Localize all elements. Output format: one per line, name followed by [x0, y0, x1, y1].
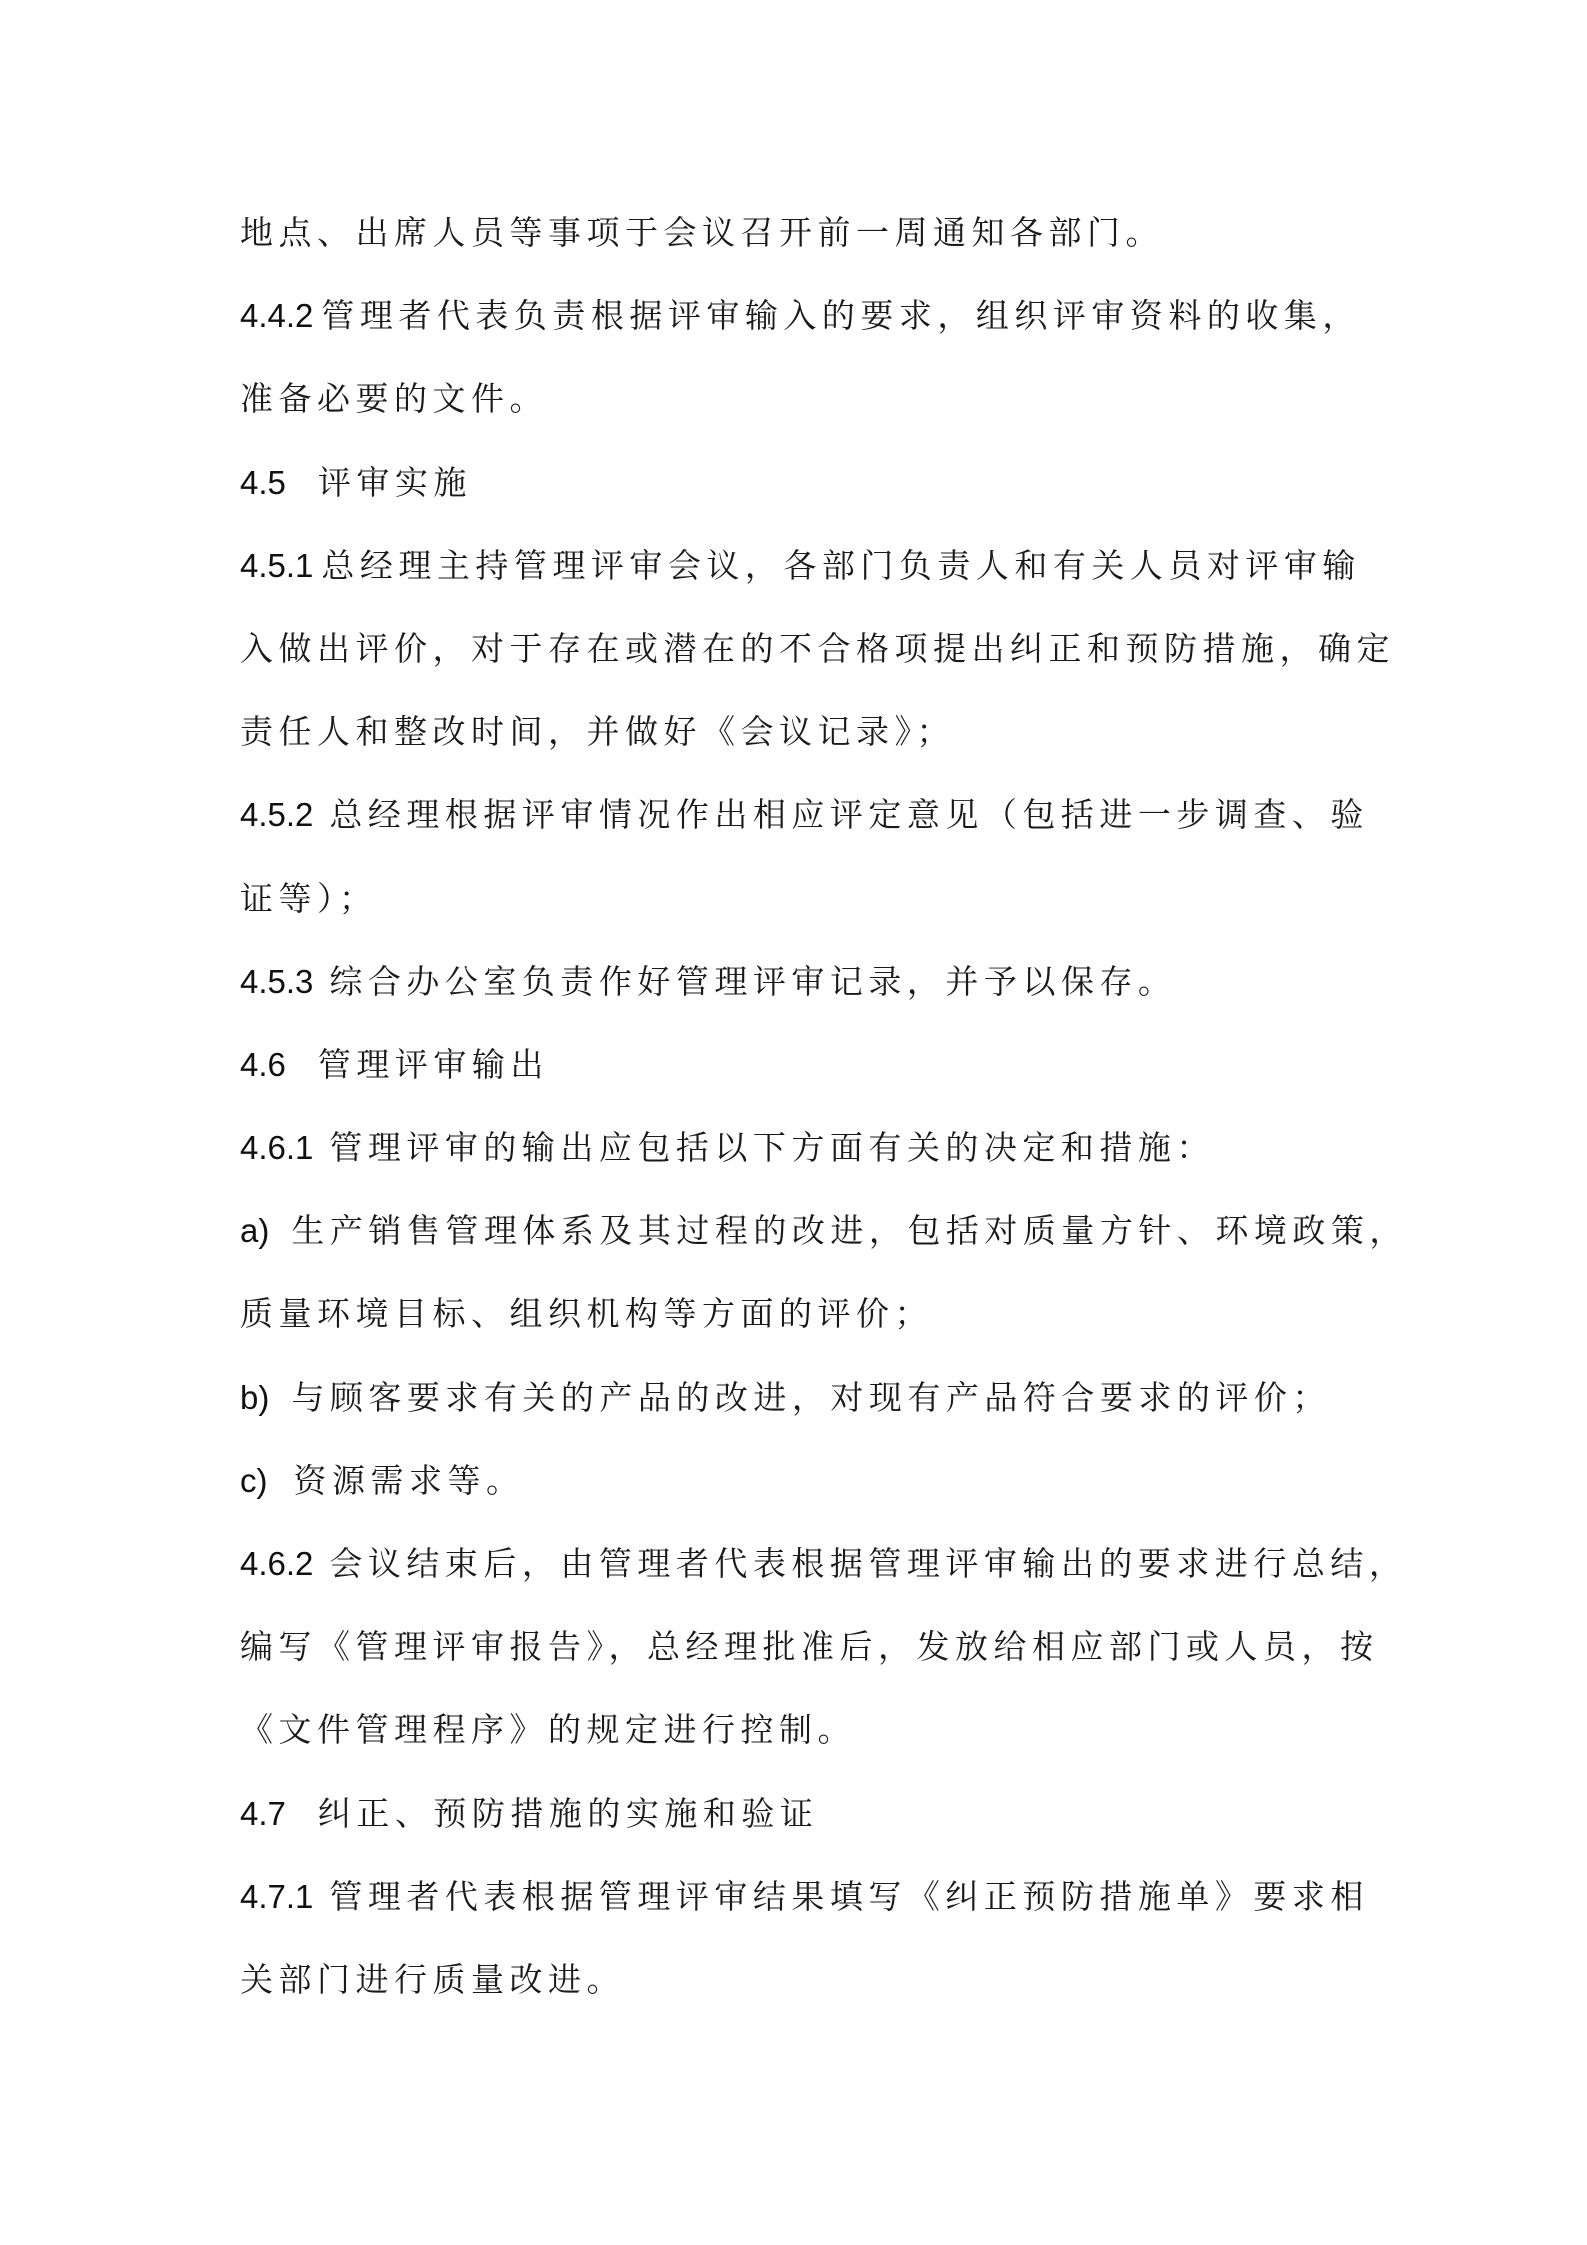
line-text: 总经理主持管理评审会议，各部门负责人和有关人员对评审输	[321, 545, 1361, 585]
section-heading-4-5	[240, 458, 1352, 541]
clause-4-4-2	[240, 291, 1361, 374]
text-line-7	[240, 707, 1352, 790]
line-text: 与顾客要求有关的产品的改进，对现有产品符合要求的评价；	[291, 1377, 1331, 1417]
clause-number: 4.5.1	[240, 546, 314, 584]
line-text: 管理评审的输出应包括以下方面有关的决定和措施：	[329, 1128, 1215, 1168]
line-text: 准备必要的文件。	[240, 379, 548, 419]
text-line-19	[240, 1705, 1352, 1788]
list-marker: b)	[240, 1378, 270, 1416]
clause-4-6-2	[240, 1539, 1408, 1622]
line-text: 生产销售管理体系及其过程的改进，包括对质量方针、环境政策，	[291, 1211, 1408, 1251]
section-title: 纠正、预防措施的实施和验证	[317, 1793, 819, 1833]
clause-4-5-1	[240, 541, 1361, 624]
clause-4-7-1	[240, 1872, 1369, 1955]
list-item-c	[240, 1456, 1352, 1539]
text-line-1	[240, 208, 1352, 291]
list-marker: a)	[240, 1212, 270, 1250]
line-text: 管理者代表负责根据评审输入的要求，组织评审资料的收集，	[321, 296, 1361, 336]
line-text: 总经理根据评审情况作出相应评定意见（包括进一步调查、验	[329, 795, 1369, 835]
line-text: 《文件管理程序》的规定进行控制。	[240, 1710, 856, 1750]
clause-4-6-1	[240, 1123, 1352, 1206]
line-text: 质量环境目标、组织机构等方面的评价；	[240, 1294, 933, 1334]
list-item-b	[240, 1373, 1352, 1456]
text-line-18	[240, 1622, 1379, 1705]
clause-4-5-3	[240, 957, 1352, 1040]
line-text: 资源需求等。	[293, 1460, 525, 1500]
line-text: 入做出评价，对于存在或潜在的不合格项提出纠正和预防措施，确定	[240, 628, 1395, 668]
text-line-22	[240, 1955, 1352, 2038]
line-text: 证等）；	[240, 878, 378, 918]
line-text: 编写《管理评审报告》，总经理批准后，发放给相应部门或人员，按	[240, 1627, 1379, 1667]
clause-number: 4.5.3	[240, 962, 314, 1000]
section-title: 管理评审输出	[317, 1044, 549, 1084]
clause-4-5-2	[240, 790, 1369, 873]
section-number: 4.7	[240, 1794, 286, 1832]
text-line-14	[240, 1289, 1352, 1372]
line-text: 管理者代表根据管理评审结果填写《纠正预防措施单》要求相	[329, 1876, 1369, 1916]
line-text: 责任人和整改时间，并做好《会议记录》；	[240, 712, 955, 752]
list-item-a	[240, 1206, 1408, 1289]
document-page	[240, 208, 1408, 2038]
clause-number: 4.7.1	[240, 1877, 314, 1915]
section-title: 评审实施	[317, 462, 472, 502]
text-line-3	[240, 374, 1352, 457]
line-text: 会议结束后，由管理者代表根据管理评审输出的要求进行总结，	[329, 1544, 1408, 1583]
clause-number: 4.4.2	[240, 297, 314, 335]
section-number: 4.5	[240, 463, 286, 501]
section-heading-4-6	[240, 1040, 1352, 1123]
section-heading-4-7	[240, 1789, 1352, 1872]
clause-number: 4.6.1	[240, 1129, 314, 1167]
line-text: 关部门进行质量改进。	[240, 1959, 625, 1999]
line-text: 地点、出席人员等事项于会议召开前一周通知各部门。	[240, 213, 1164, 252]
list-marker: c)	[240, 1461, 268, 1499]
clause-number: 4.6.2	[240, 1545, 314, 1582]
clause-number: 4.5.2	[240, 796, 314, 834]
text-line-6	[240, 624, 1395, 707]
line-text: 综合办公室负责作好管理评审记录，并予以保存。	[329, 961, 1177, 1001]
section-number: 4.6	[240, 1045, 286, 1083]
text-line-9	[240, 874, 1352, 957]
